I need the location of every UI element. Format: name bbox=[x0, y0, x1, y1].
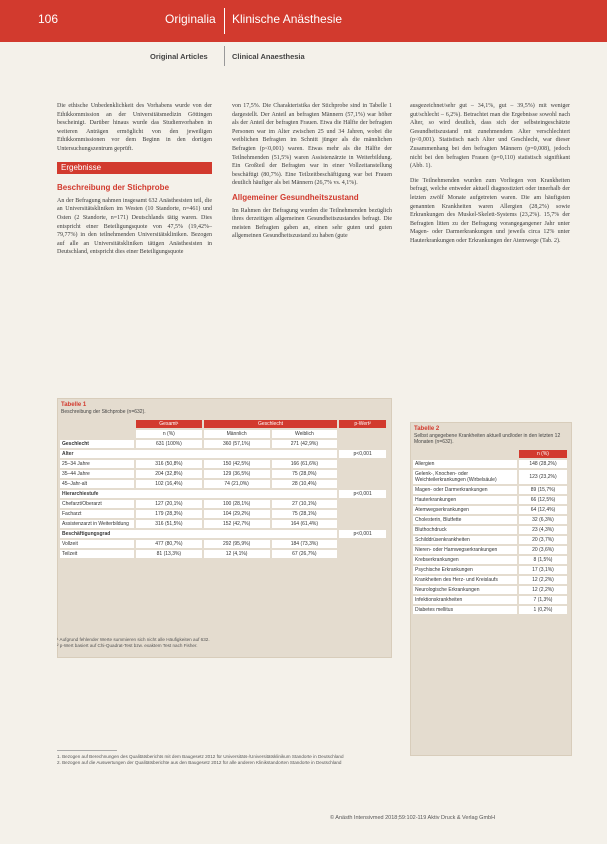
table-2 bbox=[410, 422, 572, 756]
sample-heading: Beschreibung der Stichprobe bbox=[57, 183, 170, 193]
table-row: Neurologische Erkrankungen 12 (2,2%) bbox=[413, 586, 567, 594]
table-1-sub-maennlich: Männlich bbox=[204, 430, 270, 438]
page-header bbox=[0, 0, 607, 42]
table-1-header-gesamt: Gesamt¹ bbox=[136, 420, 202, 428]
table-row: Psychische Erkrankungen 17 (3,1%) bbox=[413, 566, 567, 574]
section-title: Originalia bbox=[165, 12, 216, 26]
column-2 bbox=[232, 102, 392, 247]
table-1-footnote-2: ² p-Wert basiert auf Chi-Quadrat-Test bzw. exaktem Test nach Fisher. bbox=[57, 643, 198, 648]
table-row: Facharzt 179 (28,3%) 104 (29,2%) 75 (28,1%) bbox=[60, 510, 386, 518]
table-2-header-n: n (%) bbox=[519, 450, 567, 458]
table-1-section-alter: Alter p<0,001 25–34 Jahre 316 (50,8%) 150 (42,5%) 166 (61,6%) 35–44 Jahre 204 (32,8%) 129 (36,5%) 75 (28,0%) 45–Jahr-alt 102 (16,4%) 74 (21,0%) 28 (10,4%) bbox=[60, 450, 386, 488]
table-1-sub-weiblich: Weiblich bbox=[272, 430, 338, 438]
health-paragraph: Im Rahmen der Befragung wurden die Teilnehmenden bezüglich ihres derzeitigen allgemeinen Gesundheitszustandes befragt. Die meisten Befragten gaben an, einen sehr guten und guten allgemeinen Gesundheitszustand zu haben (gute bbox=[232, 207, 392, 240]
table-row: Magen- oder Darmerkrankungen 89 (15,7%) bbox=[413, 486, 567, 494]
table-2-caption: Selbst angegebene Krankheiten aktuell und/oder in den letzten 12 Monaten (n=632). bbox=[414, 433, 561, 445]
references bbox=[57, 750, 407, 766]
table-row: Gelenk-, Knochen- oder Weichteilerkrankungen (Wirbelsäule) 123 (23,2%) bbox=[413, 470, 567, 484]
sample-paragraph: An der Befragung nahmen insgesamt 632 Anästhesisten teil, die an Universitätskliniken im Westen (10 Standorte, n=461) und Osten (2 Standorte, n=171) Deutschlands tätig waren. Dies entspricht einer Beteiligungsquote von 47,5% (19,42%–79,77%) in den teilnehmenden Universitätskliniken. Bezogen auf alle an Universitätskliniken tätigen Anästhesisten in Deutschland, entspricht dies einer Beteiligungsquote bbox=[57, 197, 212, 256]
subheader-right: Clinical Anaesthesia bbox=[232, 52, 305, 61]
page-number: 106 bbox=[38, 12, 59, 26]
intro-paragraph: Die ethische Unbedenklichkeit des Vorhabens wurde von der Ethikkommission an der Universitätsmedizin Göttingen bescheinigt. Darüber hinaus wurde das Studienvorhaben in weiteren Anträgen ermöglicht von den jeweiligen Ethikkommissionen vor dem Beginn in den dortigen Untersuchungszentrum geprüft. bbox=[57, 103, 212, 152]
table-1-title: Tabelle 1 bbox=[61, 402, 87, 408]
table-row: Geschlecht 631 (100%) 360 (57,1%) 271 (42,9%) bbox=[60, 440, 386, 448]
table-row: Nieren- oder Harnwegserkrankungen 20 (3,6%) bbox=[413, 546, 567, 554]
table-row: Assistenzarzt in Weiterbildung 316 (51,5%) 152 (42,7%) 164 (61,4%) bbox=[60, 520, 386, 528]
table-row: Chefarzt/Oberarzt 127 (20,1%) 100 (28,1%) 27 (10,1%) bbox=[60, 500, 386, 508]
table-1-footnote-1: ¹ Aufgrund fehlender Werte summieren sich nicht alle Häufigkeiten auf 632. bbox=[57, 637, 210, 642]
table-row: Diabetes mellitus 1 (0,2%) bbox=[413, 606, 567, 614]
table-row: 45–Jahr-alt 102 (16,4%) 74 (21,0%) 28 (10,4%) bbox=[60, 480, 386, 488]
reference-2: 2. Bezogen auf die Auswertungen der Qualitätsberichte aus den Baugesetz 2012 für alle anderen Klinikstandorten Standorte in Deutschland bbox=[57, 760, 342, 765]
table-1-footnotes bbox=[57, 637, 327, 649]
subheader-left: Original Articles bbox=[150, 52, 208, 61]
table-2-title: Tabelle 2 bbox=[414, 426, 440, 432]
table-1-caption: Beschreibung der Stichprobe (n=632). bbox=[61, 409, 146, 415]
table-1-section-hierarchie: Hierarchiestufe p<0,001 Chefarzt/Oberarzt 127 (20,1%) 100 (28,1%) 27 (10,1%) Facharzt 179 (28,3%) 104 (29,2%) 75 (28,1%) Assistenzarzt in Weiterbildung 316 (51,5%) 152 (42,7%) 164 (61,4%) bbox=[60, 490, 386, 528]
table-row: Infektionskrankheiten 7 (1,3%) bbox=[413, 596, 567, 604]
table-row: Krankheiten des Herz- und Kreislaufs 12 (2,2%) bbox=[413, 576, 567, 584]
references-rule bbox=[57, 750, 117, 751]
table-row: Bluthochdruck 23 (4,3%) bbox=[413, 526, 567, 534]
table-1-section-beschaeftigung: Beschäftigungsgrad p<0,001 Vollzeit 477 (80,7%) 292 (95,9%) 184 (73,3%) Teilzeit 81 (13,3%) 12 (4,1%) 67 (26,7%) bbox=[60, 530, 386, 558]
results-section-label: Ergebnisse bbox=[57, 162, 212, 175]
table-row: 35–44 Jahre 204 (32,8%) 129 (36,5%) 75 (28,0%) bbox=[60, 470, 386, 478]
diseases-paragraph: Die Teilnehmenden wurden zum Vorliegen von Krankheiten befragt, welche entweder aktuell diagnostiziert oder innerhalb der letzten zwölf Monate aufgetreten waren. Die am häufigsten genannten Krankheiten waren Allergien (28,2%) sowie Erkrankungen des Muskel-Skelett-Systems (23,2%). 15,7% der Befragten litten zu der Befragung vorangegangener Jahr unter Magen- oder Darmerkrankungen und jeweils circa 12% unter Hauterkrankungen oder Erkrankungen der Atemwege (Tab. 2). bbox=[410, 177, 570, 244]
table-row: Atemwegserkrankungen 64 (12,4%) bbox=[413, 506, 567, 514]
subsection-title: Klinische Anästhesie bbox=[232, 12, 343, 26]
table-1 bbox=[57, 398, 392, 658]
column-1 bbox=[57, 102, 212, 263]
table-1-header-pwert: p-Wert² bbox=[339, 420, 386, 428]
subheader-divider bbox=[224, 46, 225, 66]
table-row: Teilzeit 81 (13,3%) 12 (4,1%) 67 (26,7%) bbox=[60, 550, 386, 558]
table-row: Allergien 148 (28,2%) bbox=[413, 460, 567, 468]
health-heading: Allgemeiner Gesundheitszustand bbox=[232, 192, 359, 202]
table-row: Schilddrüsenkrankheiten 20 (3,7%) bbox=[413, 536, 567, 544]
reference-1: 1. Bezogen auf Berechnungen des Qualitätsberichts mit dem Baugesetz 2012 für Universitäts-/Universitätsklinikum Standorte in Deutschland bbox=[57, 754, 344, 759]
table-row: 25–34 Jahre 316 (50,8%) 150 (42,5%) 166 (61,6%) bbox=[60, 460, 386, 468]
sample-continued-paragraph: von 17,5%. Die Charakteristika der Stichprobe sind in Tabelle 1 dargestellt. Der Anteil an befragten Männern (57,1%) war höher als der Anteil der befragten Frauen. Etwa die Hälfte der befragten Personen war im Alter zwischen 25 und 34 Jahren, wobei die weiblichen Befragten im Schnitt jünger als die männlichen Befragten (p<0,001) waren. Etwas mehr als die Hälfte der Teilnehmenden (51,5%) waren Assistenzärzte in Weiterbildung. Ein Großteil der Befragten war in einer Vollzeitanstellung beschäftigt (80,7%). Eine Teilzeitbeschäftigung war bei Frauen deutlich häufiger als bei Männern (26,7% vs. 4,1%). bbox=[232, 103, 392, 187]
table-1-header-geschlecht: Geschlecht bbox=[204, 420, 338, 428]
header-divider bbox=[224, 8, 225, 34]
table-row: Hauterkrankungen 66 (12,5%) bbox=[413, 496, 567, 504]
table-2-grid bbox=[411, 448, 569, 616]
table-1-sub-n: n (%) bbox=[136, 430, 202, 438]
table-row: Krebserkrankungen 8 (1,5%) bbox=[413, 556, 567, 564]
table-1-grid bbox=[58, 418, 388, 560]
page-footer: © Anästh Intensivmed 2018;59:102-119 Aktiv Druck & Verlag GmbH bbox=[330, 815, 496, 821]
health-continued-paragraph: ausgezeichnet/sehr gut – 34,1%, gut – 39,5%) mit weniger gut/schlecht – 6,2%). Betrachtet man die Ergebnisse sowohl nach Alter, so wird deutlich, dass sich der selbsteingeschätzte Gesundheitszustand mit zunehmendem Alter verschlechtert (p<0,001). Statistisch nach Alter und Geschlecht, war dieser Zusammenhang bei den befragten Männern (p=0,008), jedoch nicht bei den befragten Frauen (p=0,110) statistisch signifikant (Abb. 1). bbox=[410, 103, 570, 170]
table-row: Vollzeit 477 (80,7%) 292 (95,9%) 184 (73,3%) bbox=[60, 540, 386, 548]
table-row: Cholesterin, Blutfette 32 (6,3%) bbox=[413, 516, 567, 524]
column-3 bbox=[410, 102, 570, 252]
